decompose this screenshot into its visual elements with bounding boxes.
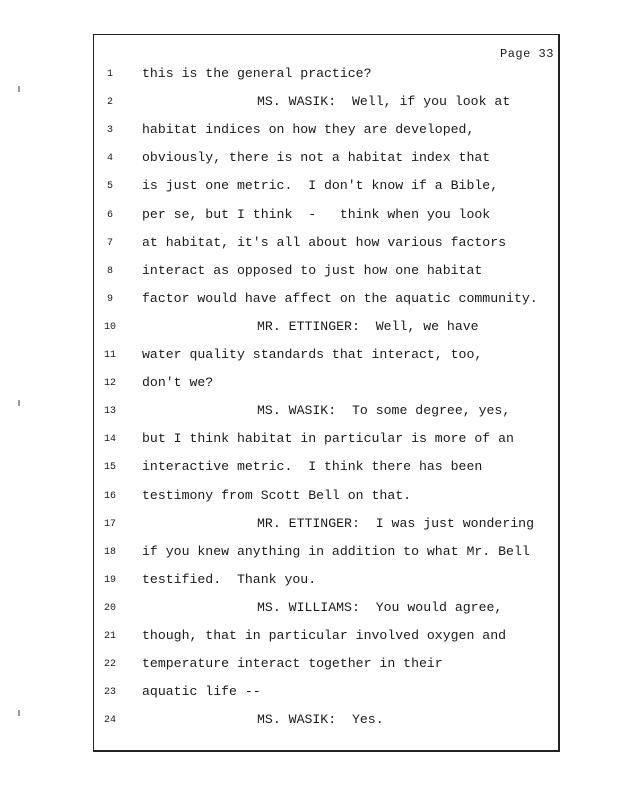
transcript-line xyxy=(0,122,618,142)
transcript-line xyxy=(0,291,618,311)
line-number: 21 xyxy=(103,631,116,642)
line-text: habitat indices on how they are developed, xyxy=(142,122,475,138)
transcript-line xyxy=(0,94,618,114)
transcript-line xyxy=(0,600,618,620)
scan-speck xyxy=(18,86,20,92)
line-text: aquatic life -- xyxy=(142,684,261,700)
line-number: 15 xyxy=(103,462,116,474)
line-number: 4 xyxy=(106,153,113,165)
line-number: 22 xyxy=(103,659,116,671)
transcript-line xyxy=(0,572,618,592)
line-text: water quality standards that interact, too, xyxy=(142,347,483,362)
line-text: temperature interact together in their xyxy=(142,656,443,672)
line-text: though, that in particular involved oxygen and xyxy=(142,628,507,643)
line-text: don't we? xyxy=(142,375,214,391)
scan-speck xyxy=(18,710,20,716)
line-text: but I think habitat in particular is more of an xyxy=(142,431,514,447)
transcript-line xyxy=(0,263,618,283)
line-number: 20 xyxy=(103,602,116,614)
line-text: interactive metric. I think there has been xyxy=(142,459,483,475)
transcript-line xyxy=(0,178,618,198)
transcript-line xyxy=(0,544,618,564)
transcript-line xyxy=(0,235,618,255)
line-number: 16 xyxy=(103,490,116,502)
transcript-line xyxy=(0,347,618,367)
line-number: 5 xyxy=(106,181,113,193)
transcript-line xyxy=(0,656,618,676)
transcript-line xyxy=(0,319,618,339)
transcript-line xyxy=(0,375,618,395)
transcript-line xyxy=(0,403,618,423)
line-text: per se, but I think - think when you look xyxy=(142,206,491,222)
line-text: is just one metric. I don't know if a Bible, xyxy=(142,178,499,194)
line-text: obviously, there is not a habitat index that xyxy=(142,150,491,166)
line-text: MS. WASIK: Yes. xyxy=(257,712,384,728)
line-text: MS. WASIK: To some degree, yes, xyxy=(257,403,511,419)
line-number: 24 xyxy=(103,715,116,727)
line-text: factor would have affect on the aquatic community. xyxy=(142,290,538,306)
transcript-line xyxy=(0,207,618,227)
line-number: 19 xyxy=(103,574,116,586)
line-text: testimony from Scott Bell on that. xyxy=(142,487,412,503)
line-text: if you knew anything in addition to what Mr. Bell xyxy=(142,543,530,559)
line-number: 7 xyxy=(106,237,113,249)
transcript-line xyxy=(0,488,618,508)
line-number: 6 xyxy=(106,209,113,221)
line-text: MS. WASIK: Well, if you look at xyxy=(257,94,511,110)
line-text: MR. ETTINGER: I was just wondering xyxy=(257,515,534,531)
transcript-line xyxy=(0,516,618,536)
line-text: MR. ETTINGER: Well, we have xyxy=(257,318,479,334)
line-text: this is the general practice? xyxy=(142,66,372,81)
transcript-line xyxy=(0,684,618,704)
transcript-line xyxy=(0,712,618,732)
line-number: 11 xyxy=(103,350,116,361)
line-text: MS. WILLIAMS: You would agree, xyxy=(257,599,503,615)
line-number: 18 xyxy=(103,546,116,558)
line-number: 14 xyxy=(103,434,116,446)
scan-speck xyxy=(18,400,20,406)
line-text: interact as opposed to just how one habitat xyxy=(142,262,483,278)
line-number: 17 xyxy=(103,518,116,530)
line-number: 2 xyxy=(106,97,113,109)
line-number: 8 xyxy=(106,265,113,277)
line-number: 1 xyxy=(106,69,113,80)
line-number: 9 xyxy=(106,293,113,305)
transcript-line xyxy=(0,628,618,648)
line-text: at habitat, it's all about how various factors xyxy=(142,234,507,250)
line-number: 3 xyxy=(106,125,113,137)
line-number: 23 xyxy=(103,687,116,699)
line-text: testified. Thank you. xyxy=(142,571,317,587)
line-number: 12 xyxy=(103,378,116,390)
line-number: 13 xyxy=(103,406,116,418)
line-number: 10 xyxy=(103,321,116,333)
page-number: Page 33 xyxy=(500,47,554,61)
transcript-line xyxy=(0,459,618,479)
transcript-line xyxy=(0,150,618,170)
transcript-line xyxy=(0,66,618,86)
transcript-line xyxy=(0,431,618,451)
